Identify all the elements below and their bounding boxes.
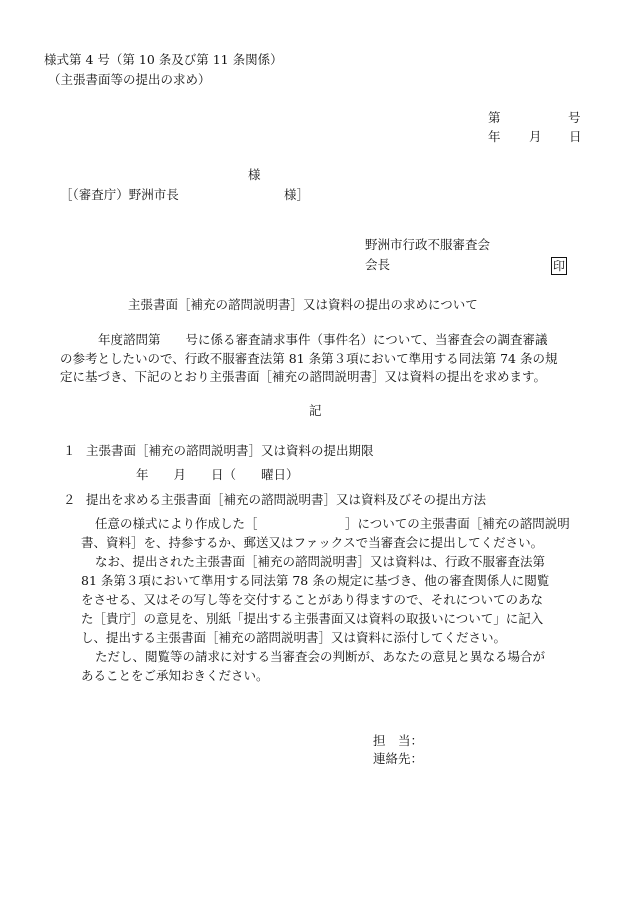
seal-label: 印: [553, 259, 566, 273]
recipient-sama: 様: [248, 167, 261, 182]
ki-heading: 記: [309, 403, 322, 418]
date-day: 日: [569, 129, 582, 144]
sender-org: 野洲市行政不服審査会: [365, 237, 491, 252]
document-title: 主張書面［補充の諮問説明書］又は資料の提出の求めについて: [128, 297, 478, 312]
section1-heading: 主張書面［補充の諮問説明書］又は資料の提出期限: [86, 443, 374, 458]
contact-person-label: 担 当：: [373, 733, 424, 748]
contact-info-label: 連絡先：: [373, 751, 424, 766]
section2-number: ２: [63, 492, 76, 507]
date-month: 月: [529, 129, 542, 144]
sender-title: 会長: [365, 257, 391, 272]
date-year: 年: [488, 129, 501, 144]
section2-p1-line2: 書、資料］を、持参するか、郵送又はファックスで当審査会に提出してください。: [81, 535, 544, 550]
section2-p3-line2: あることをご承知おきください。: [81, 668, 269, 683]
form-number: 様式第 4 号（第 10 条及び第 11 条関係）: [44, 52, 283, 67]
section2-heading: 提出を求める主張書面［補充の諮問説明書］又は資料及びその提出方法: [86, 492, 487, 507]
section2-p2-line1: なお、提出された主張書面［補充の諮問説明書］又は資料は、行政不服審査法第: [95, 554, 546, 569]
section2-p2-line5: し、提出する主張書面［補充の諮問説明書］又は資料に添付してください。: [81, 630, 507, 645]
section2-p3-line1: ただし、閲覧等の請求に対する当審査会の判断が、あなたの意見と異なる場合が: [95, 649, 546, 664]
section2-p2-line2: 81 条第３項において準用する同法第 78 条の規定に基づき、他の審査関係人に閲覧: [81, 573, 550, 588]
section1-number: １: [63, 443, 76, 458]
recipient-alt-sama: 様］: [284, 187, 310, 202]
form-subtitle: （主張書面等の提出の求め）: [48, 72, 211, 87]
seal-mark: [551, 257, 567, 275]
issue-number-prefix: 第: [488, 110, 501, 125]
section2-p2-line3: をさせる、又はその写し等を交付することがあり得ますので、それについてのあな: [81, 592, 544, 607]
body-line-1: 年度諮問第 号に係る審査請求事件（事件名）について、当審査会の調査審議: [98, 332, 548, 347]
section1-deadline: 年 月 日（ 曜日）: [136, 467, 299, 482]
section2-p1-line1: 任意の様式により作成した［ ］についての主張書面［補充の諮問説明: [95, 516, 570, 531]
recipient-alt: ［（審査庁）野洲市長: [60, 187, 179, 202]
section2-p2-line4: た［貴庁］の意見を、別紙「提出する主張書面又は資料の取扱いについて」に記入: [81, 611, 544, 626]
body-line-2: の参考としたいので、行政不服審査法第 81 条第３項において準用する同法第 74 条の規: [60, 351, 558, 366]
body-line-3: 定に基づき、下記のとおり主張書面［補充の諮問説明書］又は資料の提出を求めます。: [60, 369, 547, 384]
issue-number-suffix: 号: [568, 110, 581, 125]
